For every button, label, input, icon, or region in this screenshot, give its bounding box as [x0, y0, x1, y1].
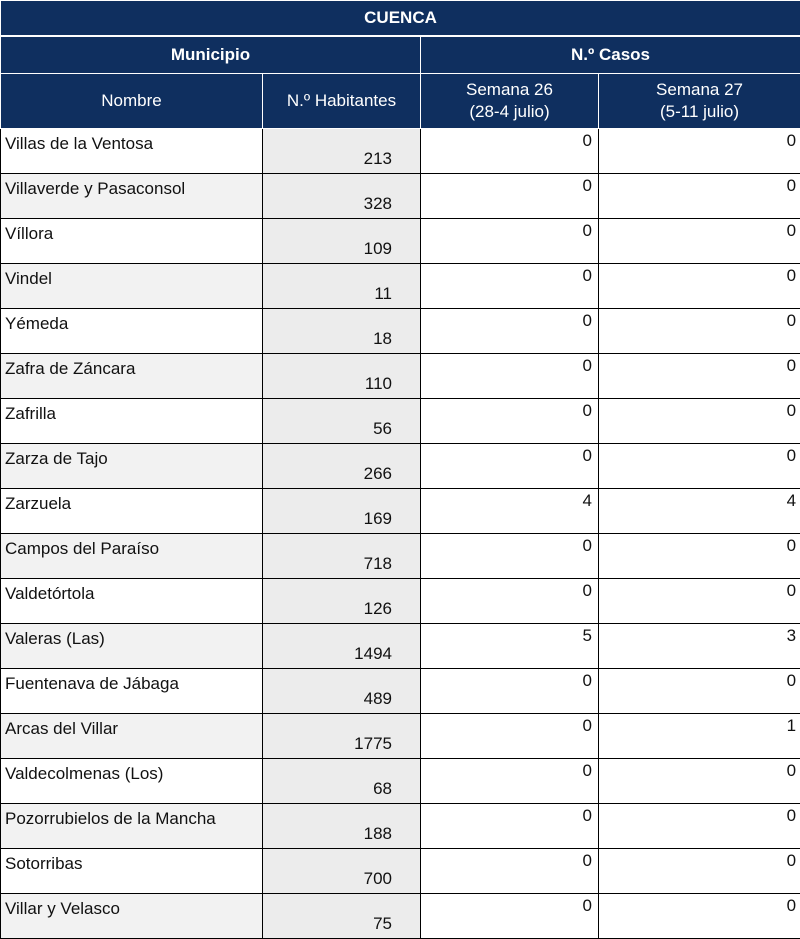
- table-row: [1, 174, 800, 219]
- column-header-semana-26: [421, 74, 599, 129]
- cell-semana-27: 0: [599, 444, 800, 489]
- cell-semana-26: 5: [421, 624, 599, 669]
- cell-semana-26: 0: [421, 354, 599, 399]
- cell-habitantes: 56: [263, 399, 421, 444]
- table-row: [1, 534, 800, 579]
- table-row: [1, 489, 800, 534]
- cell-nombre: Vindel: [1, 264, 263, 309]
- table-row: [1, 714, 800, 759]
- cell-habitantes: 68: [263, 759, 421, 804]
- cell-semana-27: 0: [599, 849, 800, 894]
- cell-habitantes: 126: [263, 579, 421, 624]
- table-row: [1, 264, 800, 309]
- cell-habitantes: 266: [263, 444, 421, 489]
- cell-nombre: Fuentenava de Jábaga: [1, 669, 263, 714]
- cell-nombre: Zafra de Záncara: [1, 354, 263, 399]
- cell-nombre: Sotorribas: [1, 849, 263, 894]
- table-row: [1, 129, 800, 174]
- cell-semana-27: 0: [599, 534, 800, 579]
- cell-nombre: Yémeda: [1, 309, 263, 354]
- cell-habitantes: 169: [263, 489, 421, 534]
- cell-nombre: Víllora: [1, 219, 263, 264]
- cell-semana-26: 0: [421, 264, 599, 309]
- table-row: [1, 354, 800, 399]
- table-row: [1, 399, 800, 444]
- cell-semana-27: 0: [599, 219, 800, 264]
- column-header-habitantes: N.º Habitantes: [263, 74, 421, 129]
- cell-semana-26: 0: [421, 219, 599, 264]
- group-header-municipio: Municipio: [1, 36, 421, 74]
- cell-semana-26: 0: [421, 534, 599, 579]
- cell-nombre: Zarzuela: [1, 489, 263, 534]
- cell-habitantes: 1494: [263, 624, 421, 669]
- cell-semana-26: 0: [421, 714, 599, 759]
- cell-semana-27: 0: [599, 894, 800, 939]
- cell-semana-26: 0: [421, 894, 599, 939]
- semana-27-dates: (5-11 julio): [599, 101, 800, 123]
- semana-27-label: Semana 27: [599, 79, 800, 101]
- cell-habitantes: 109: [263, 219, 421, 264]
- cell-habitantes: 328: [263, 174, 421, 219]
- table-row: [1, 219, 800, 264]
- cell-habitantes: 1775: [263, 714, 421, 759]
- cell-semana-26: 0: [421, 309, 599, 354]
- cell-habitantes: 11: [263, 264, 421, 309]
- cell-habitantes: 489: [263, 669, 421, 714]
- cell-nombre: Villar y Velasco: [1, 894, 263, 939]
- cell-semana-26: 0: [421, 579, 599, 624]
- cell-semana-27: 0: [599, 399, 800, 444]
- cell-semana-27: 4: [599, 489, 800, 534]
- cell-semana-27: 0: [599, 759, 800, 804]
- cell-semana-26: 0: [421, 759, 599, 804]
- cell-habitantes: 110: [263, 354, 421, 399]
- cell-habitantes: 188: [263, 804, 421, 849]
- cell-semana-27: 0: [599, 354, 800, 399]
- cell-semana-27: 0: [599, 579, 800, 624]
- cell-semana-27: 0: [599, 174, 800, 219]
- table-row: [1, 849, 800, 894]
- cell-nombre: Zafrilla: [1, 399, 263, 444]
- cell-nombre: Valeras (Las): [1, 624, 263, 669]
- cell-semana-26: 4: [421, 489, 599, 534]
- column-header-nombre: Nombre: [1, 74, 263, 129]
- table-row: [1, 804, 800, 849]
- cell-nombre: Zarza de Tajo: [1, 444, 263, 489]
- cell-semana-26: 0: [421, 849, 599, 894]
- cell-semana-27: 0: [599, 669, 800, 714]
- cell-semana-27: 0: [599, 129, 800, 174]
- table-row: [1, 309, 800, 354]
- column-header-semana-27: [599, 74, 800, 129]
- cell-nombre: Campos del Paraíso: [1, 534, 263, 579]
- table-row: [1, 759, 800, 804]
- cell-habitantes: 75: [263, 894, 421, 939]
- cell-habitantes: 718: [263, 534, 421, 579]
- table-row: [1, 444, 800, 489]
- cell-semana-27: 3: [599, 624, 800, 669]
- cell-nombre: Valdecolmenas (Los): [1, 759, 263, 804]
- cell-semana-26: 0: [421, 804, 599, 849]
- cell-nombre: Valdetórtola: [1, 579, 263, 624]
- semana-26-dates: (28-4 julio): [421, 101, 598, 123]
- cell-semana-27: 1: [599, 714, 800, 759]
- cell-habitantes: 700: [263, 849, 421, 894]
- table-row: [1, 624, 800, 669]
- group-header-casos: N.º Casos: [421, 36, 800, 74]
- cell-nombre: Arcas del Villar: [1, 714, 263, 759]
- table-row: [1, 669, 800, 714]
- cell-nombre: Pozorrubielos de la Mancha: [1, 804, 263, 849]
- cell-semana-26: 0: [421, 174, 599, 219]
- cell-semana-26: 0: [421, 669, 599, 714]
- cell-semana-26: 0: [421, 399, 599, 444]
- cell-semana-27: 0: [599, 309, 800, 354]
- semana-26-label: Semana 26: [421, 79, 598, 101]
- table-row: [1, 579, 800, 624]
- table-body: [1, 129, 800, 939]
- cell-nombre: Villaverde y Pasaconsol: [1, 174, 263, 219]
- cell-habitantes: 213: [263, 129, 421, 174]
- cell-semana-26: 0: [421, 129, 599, 174]
- cell-semana-26: 0: [421, 444, 599, 489]
- table-title: CUENCA: [1, 1, 800, 37]
- cell-nombre: Villas de la Ventosa: [1, 129, 263, 174]
- cell-semana-27: 0: [599, 804, 800, 849]
- cell-semana-27: 0: [599, 264, 800, 309]
- table-row: [1, 894, 800, 939]
- cell-habitantes: 18: [263, 309, 421, 354]
